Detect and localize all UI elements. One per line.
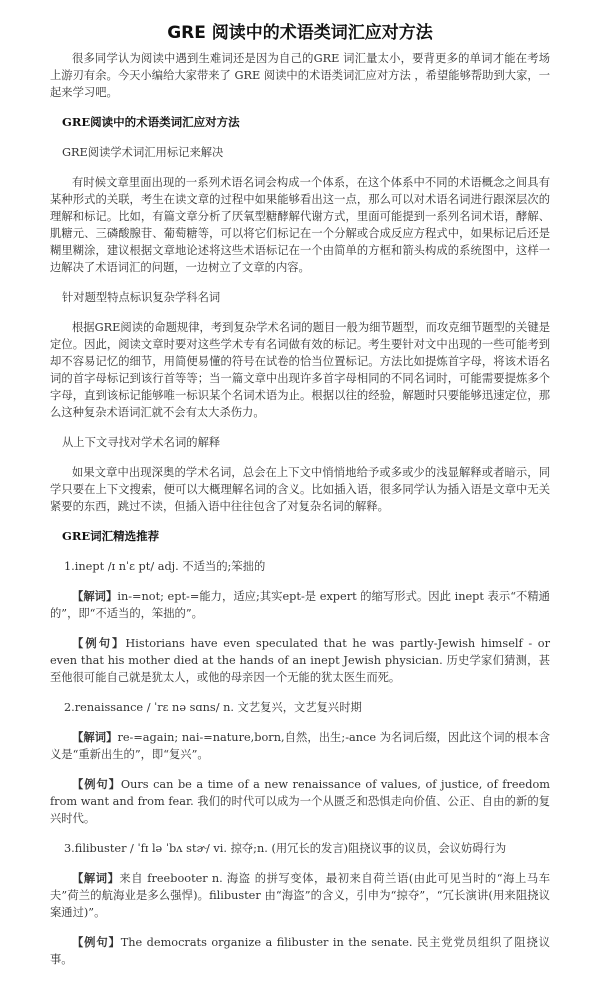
vocab-headword: 1.inept /ɪ nˈɛ pt/ adj. 不适当的;笨拙的 bbox=[64, 560, 266, 573]
vocab-explanation bbox=[50, 870, 550, 921]
page-title: GRE 阅读中的术语类词汇应对方法 bbox=[167, 23, 433, 43]
vocab-headword: 2.renaissance / ˈrɛ nə sɑns/ n. 文艺复兴，文艺复兴时期 bbox=[64, 701, 362, 714]
vocab-example bbox=[50, 635, 550, 686]
example-text: The democrats organize a filibuster in the senate. 民主党党员组织了阻挠议事。 bbox=[50, 936, 550, 966]
vocab-headword: 3.filibuster / ˈfɪ lə ˈbʌ stɚ/ vi. 掠夺;n. (用冗长的发言)阻挠议事的议员，会议妨碍行为 bbox=[64, 842, 507, 855]
vocab-explanation bbox=[50, 729, 550, 763]
vocab-explanation bbox=[50, 588, 550, 622]
explain-tag: 【解词】 bbox=[72, 871, 120, 885]
example-tag: 【例句】 bbox=[72, 636, 126, 650]
vocab-example bbox=[50, 776, 550, 827]
example-tag: 【例句】 bbox=[72, 935, 121, 949]
paragraph-question-type: 根据GRE阅读的命题规律，考到复杂学术名词的题目一般为细节题型，而攻克细节题型的关键是定位。因此，阅读文章时要对这些学术专有名词做有效的标记。考生要针对文中出现的一些可能考到却不容易记忆的细节，用简便易懂的符号在试卷的恰当位置标记。方法比如提炼首字母，将该术语名词的首字母标记到该行首等等；当一篇文章中出现许多首字母相同的不同名词时，可能需要提炼多个字母，直到该标记能够唯一标识某个名词术语为止。根据以往的经验，解题时只要能够迅速定位，那么这种复杂术语词汇就不会有太大杀伤力。 bbox=[50, 321, 550, 419]
explain-text: re-=again; nai-=nature,born,自然，出生;-ance 为名词后缀，因此这个词的根本含义是“重新出生的”，即“复兴”。 bbox=[50, 731, 550, 761]
subheading-marking: GRE阅读学术词汇用标记来解决 bbox=[62, 146, 224, 159]
vocab-example bbox=[50, 934, 550, 968]
subheading-question-type: 针对题型特点标识复杂学科名词 bbox=[62, 291, 221, 304]
paragraph-context: 如果文章中出现深奥的学术名词，总会在上下文中悄悄地给予或多或少的浅显解释或者暗示，同学只要在上下文搜索，便可以大概理解名词的含义。比如插入语，很多同学认为插入语是文章中无关紧要的东西，跳过不读，但插入语中往往包含了对复杂名词的解释。 bbox=[50, 466, 550, 513]
explain-tag: 【解词】 bbox=[72, 730, 118, 744]
intro-paragraph: 很多同学认为阅读中遇到生难词还是因为自己的GRE 词汇量太小，要背更多的单词才能在考场上游刃有余。今天小编给大家带来了 GRE 阅读中的术语类词汇应对方法 ，希望能够帮助到大家，一起来学习吧。 bbox=[50, 52, 550, 99]
section-heading-methods: GRE阅读中的术语类词汇应对方法 bbox=[62, 115, 240, 129]
explain-tag: 【解词】 bbox=[72, 589, 118, 603]
subheading-context: 从上下文寻找对学术名词的解释 bbox=[62, 436, 221, 449]
explain-text: 来自 freebooter n. 海盗 的拼写变体，最初来自荷兰语(由此可见当时的“海上马车夫”荷兰的航海业是多么强悍)。filibuster 由“海盗”的含义，引申为“掠夺”，“冗长演讲(用来阻挠议案通过)”。 bbox=[50, 872, 550, 919]
example-text: Historians have even speculated that he was partly-Jewish himself - or even that his mother died at the hands of an inept Jewish physician. 历史学家们猜测，甚至他很可能自己就是犹太人，或他的母亲因一个无能的犹太医生而死。 bbox=[50, 637, 550, 684]
example-tag: 【例句】 bbox=[72, 777, 121, 791]
example-text: Ours can be a time of a new renaissance of values, of justice, of freedom from want and from fear. 我们的时代可以成为一个从匮乏和恐惧走向价值、公正、自由的新的复兴时代。 bbox=[50, 778, 550, 825]
section-heading-vocab: GRE词汇精选推荐 bbox=[62, 529, 160, 543]
explain-text: in-=not; ept-=能力，适应;其实ept-是 expert 的缩写形式。因此 inept 表示“不精通的”，即“不适当的，笨拙的”。 bbox=[50, 590, 550, 620]
paragraph-marking: 有时候文章里面出现的一系列术语名词会构成一个体系，在这个体系中不同的术语概念之间具有某种形式的关联，考生在读文章的过程中如果能够看出这一点，那么可以对术语名词进行跟深层次的理解和标记。比如，有篇文章分析了厌氧型糖酵解代谢方式，里面可能提到一系列名词术语，酵解、肌糖元、三磷酸腺苷、葡萄糖等，可以将它们标记在一个分解或合成反应方程式中，如果标记后还是糊里糊涂，建议根据文章地论述将这些术语标记在一个由简单的方框和箭头构成的系统图中，这样一边解决了术语词汇的问题，一边树立了文章的内容。 bbox=[50, 176, 550, 274]
